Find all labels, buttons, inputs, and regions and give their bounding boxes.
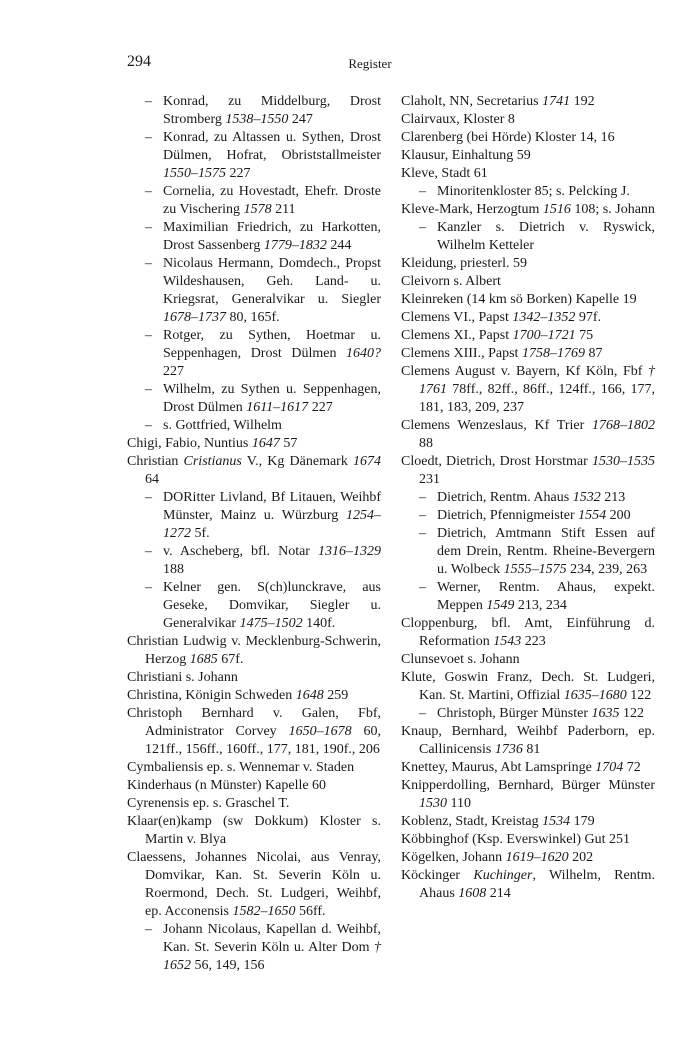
index-entry xyxy=(401,255,655,273)
index-entry xyxy=(127,417,381,435)
subentry-dash: – xyxy=(419,490,426,505)
index-entry xyxy=(127,759,381,777)
entry-pages: 97f. xyxy=(578,310,602,325)
entry-text: Cloppenburg, bfl. Amt, Einführung d. Reformation xyxy=(401,616,655,649)
entry-text: Cymbaliensis ep. s. Wennemar v. Staden xyxy=(127,760,355,775)
entry-dates: 1578 xyxy=(243,202,272,217)
entry-text: Kögelken, Johann xyxy=(401,850,503,865)
entry-text: Kinderhaus (n Münster) Kapelle 60 xyxy=(127,778,327,793)
entry-dates: 1635 xyxy=(591,706,620,721)
entry-pages: 188 xyxy=(163,562,184,577)
entry-pages: 122 xyxy=(623,706,645,721)
entry-pages: 223 xyxy=(524,634,546,649)
entry-text: Klute, Goswin Franz, Dech. St. Ludgeri, Kan. St. Martini, Offizial xyxy=(401,670,655,703)
entry-text: Wilhelm, zu Sythen u. Seppenhagen, Drost Dülmen xyxy=(163,382,381,415)
entry-dates: 1678–1737 xyxy=(163,310,226,325)
index-entry xyxy=(401,129,655,147)
subentry-dash: – xyxy=(419,184,426,199)
entry-text: Christoph, Bürger Münster xyxy=(437,706,589,721)
index-entry xyxy=(127,543,381,579)
entry-dates: 1254–1272 xyxy=(163,508,381,541)
entry-text: Claessens, Johannes Nicolai, aus Venray, Domvikar, Kan. St. Severin Köln u. Roermond, Dech. St. Ludgeri, Weihbf, ep. Acconensis xyxy=(127,850,381,919)
entry-dates: 1647 xyxy=(251,436,280,451)
entry-pages: 78ff., 82ff., 86ff., 124ff., 166, 177, 181, 183, 209, 237 xyxy=(419,382,656,415)
index-entry xyxy=(127,777,381,795)
entry-dates: 1316–1329 xyxy=(318,544,382,559)
entry-text: Clemens XIII., Papst xyxy=(401,346,519,361)
subentry-dash: – xyxy=(145,922,152,937)
entry-text: Knaup, Bernhard, Weihbf Paderborn, ep. Callinicensis xyxy=(401,724,655,757)
entry-text: Knettey, Maurus, Abt Lamspringe xyxy=(401,760,592,775)
subentry-dash: – xyxy=(145,490,152,505)
subentry-dash: – xyxy=(145,130,152,145)
index-entry xyxy=(401,345,655,363)
entry-dates: 1700–1721 xyxy=(512,328,576,343)
entry-dates: 1685 xyxy=(189,652,218,667)
index-entry xyxy=(401,453,655,489)
subentry-dash: – xyxy=(145,94,152,109)
index-entry xyxy=(401,201,655,219)
entry-text: Christiani s. Johann xyxy=(127,670,238,685)
entry-pages: 231 xyxy=(419,472,440,487)
index-entry xyxy=(401,579,655,615)
entry-text-after: V., Kg Dänemark xyxy=(246,454,348,469)
index-entry xyxy=(401,273,655,291)
index-entry xyxy=(401,831,655,849)
index-entry xyxy=(401,813,655,831)
entry-pages: 67f. xyxy=(221,652,244,667)
entry-text: Koblenz, Stadt, Kreistag xyxy=(401,814,539,829)
subentry-dash: – xyxy=(419,508,426,523)
entry-dates: 1534 xyxy=(542,814,571,829)
index-entry xyxy=(401,669,655,705)
entry-text: Kelner gen. S(ch)lunckrave, aus Geseke, Domvikar, Siegler u. Generalvikar xyxy=(163,580,381,631)
entry-text: Köbbinghof (Ksp. Everswinkel) Gut 251 xyxy=(401,832,631,847)
index-entry xyxy=(401,759,655,777)
entry-text: Cornelia, zu Hovestadt, Ehefr. Droste zu Vischering xyxy=(163,184,381,217)
entry-text: Clemens XI., Papst xyxy=(401,328,510,343)
entry-text: v. Ascheberg, bfl. Notar xyxy=(163,544,310,559)
entry-dates: 1640? xyxy=(346,346,381,361)
index-entry xyxy=(401,363,655,417)
index-column-left xyxy=(127,93,381,975)
index-entry xyxy=(401,705,655,723)
index-entry xyxy=(127,183,381,219)
entry-dates: 1741 xyxy=(542,94,571,109)
index-entry xyxy=(127,489,381,543)
index-entry xyxy=(401,219,655,255)
entry-pages: 60, 121ff., 156ff., 160ff., 177, 181, 190f., 206 xyxy=(145,724,382,757)
entry-dates: 1475–1502 xyxy=(239,616,303,631)
entry-pages: 80, 165f. xyxy=(229,310,280,325)
entry-text: Köckinger xyxy=(401,868,461,883)
entry-text: Clunsevoet s. Johann xyxy=(401,652,520,667)
index-entry xyxy=(401,651,655,669)
entry-pages: 122 xyxy=(630,688,652,703)
entry-pages: 192 xyxy=(573,94,595,109)
entry-text: Rotger, zu Sythen, Hoetmar u. Seppenhagen, Drost Dülmen xyxy=(163,328,381,361)
index-entry xyxy=(401,93,655,111)
index-entry xyxy=(401,507,655,525)
entry-dates: 1555–1575 xyxy=(503,562,567,577)
entry-text: DORitter Livland, Bf Litauen, Weihbf Münster, Mainz u. Würzburg xyxy=(163,490,381,523)
entry-text: Maximilian Friedrich, zu Harkotten, Drost Sassenberg xyxy=(163,220,381,253)
entry-pages: 227 xyxy=(229,166,251,181)
entry-dates: 1611–1617 xyxy=(246,400,309,415)
entry-dates: 1608 xyxy=(458,886,487,901)
entry-pages: 213 xyxy=(604,490,626,505)
entry-pages: 213, 234 xyxy=(517,598,567,613)
entry-pages: 75 xyxy=(579,328,594,343)
entry-text: Konrad, zu Altassen u. Sythen, Drost Dülmen, Hofrat, Obriststallmeister xyxy=(163,130,381,163)
subentry-dash: – xyxy=(419,526,426,541)
entry-pages: 214 xyxy=(489,886,511,901)
entry-text: Kleve-Mark, Herzogtum xyxy=(401,202,540,217)
subentry-dash: – xyxy=(145,418,152,433)
entry-dates: 1704 xyxy=(595,760,624,775)
entry-text: Clemens VI., Papst xyxy=(401,310,509,325)
index-entry xyxy=(401,417,655,453)
entry-italic-name: Cristianus xyxy=(183,454,242,469)
entry-text: Kanzler s. Dietrich v. Ryswick, Wilhelm Ketteler xyxy=(437,220,655,253)
entry-dates: 1554 xyxy=(578,508,607,523)
entry-text: Knipperdolling, Bernhard, Bürger Münster xyxy=(401,778,655,793)
index-entry xyxy=(401,867,655,903)
entry-dates: † 1652 xyxy=(163,940,382,973)
entry-dates: 1530–1535 xyxy=(592,454,655,469)
entry-pages: 56ff. xyxy=(298,904,326,919)
entry-pages: 179 xyxy=(573,814,595,829)
entry-dates: 1648 xyxy=(295,688,324,703)
entry-text: Kleinreken (14 km sö Borken) Kapelle 19 xyxy=(401,292,637,307)
entry-dates: 1619–1620 xyxy=(505,850,569,865)
entry-dates: 1538–1550 xyxy=(225,112,289,127)
index-entry xyxy=(127,687,381,705)
entry-dates: 1736 xyxy=(494,742,523,757)
entry-dates: 1549 xyxy=(486,598,515,613)
entry-pages: 110 xyxy=(450,796,471,811)
entry-text: Clarenberg (bei Hörde) Kloster 14, 16 xyxy=(401,130,615,145)
entry-pages: 244 xyxy=(330,238,352,253)
index-entry xyxy=(401,849,655,867)
index-entry xyxy=(127,327,381,381)
entry-text-after: , Wilhelm, Rentm. Ahaus xyxy=(419,868,655,901)
entry-italic-name: Kuchinger xyxy=(473,868,533,883)
entry-dates: 1758–1769 xyxy=(521,346,585,361)
index-entry xyxy=(401,309,655,327)
entry-dates: 1650–1678 xyxy=(288,724,352,739)
subentry-dash: – xyxy=(145,256,152,271)
entry-text: Cyrenensis ep. s. Graschel T. xyxy=(127,796,290,811)
entry-pages: 5f. xyxy=(194,526,210,541)
index-entry xyxy=(401,327,655,345)
index-entry xyxy=(401,165,655,183)
entry-text: Konrad, zu Middelburg, Drost Stromberg xyxy=(163,94,381,127)
subentry-dash: – xyxy=(145,382,152,397)
index-entry xyxy=(127,381,381,417)
entry-pages: 247 xyxy=(291,112,313,127)
index-entry xyxy=(401,777,655,813)
entry-dates: 1530 xyxy=(419,796,447,811)
index-entry xyxy=(127,813,381,849)
subentry-dash: – xyxy=(419,580,426,595)
index-entry xyxy=(401,183,655,201)
entry-text: Claholt, NN, Secretarius xyxy=(401,94,539,109)
index-entry xyxy=(127,435,381,453)
entry-text: Klausur, Einhaltung 59 xyxy=(401,148,531,163)
entry-dates: 1550–1575 xyxy=(163,166,226,181)
entry-dates: 1582–1650 xyxy=(232,904,296,919)
entry-pages: 72 xyxy=(626,760,641,775)
index-entry xyxy=(401,291,655,309)
index-entry xyxy=(127,795,381,813)
entry-pages: 56, 149, 156 xyxy=(194,958,265,973)
index-entry xyxy=(401,147,655,165)
entry-text: Werner, Rentm. Ahaus, expekt. Meppen xyxy=(437,580,655,613)
entry-text: Dietrich, Amtmann Stift Essen auf dem Drein, Rentm. Rheine-Bevergern u. Wolbeck xyxy=(437,526,655,577)
page-number: 294 xyxy=(127,53,151,70)
entry-pages: 200 xyxy=(609,508,631,523)
index-entry xyxy=(127,849,381,921)
entry-text: Klaar(en)kamp (sw Dokkum) Kloster s. Martin v. Blya xyxy=(127,814,381,847)
entry-text: Nicolaus Hermann, Domdech., Propst Wildeshausen, Geh. Land- u. Kriegsrat, Generalvikar u. Siegler xyxy=(163,256,381,307)
entry-dates: 1635–1680 xyxy=(563,688,627,703)
index-entry xyxy=(127,453,381,489)
entry-text: Cleivorn s. Albert xyxy=(401,274,501,289)
index-column-right xyxy=(401,93,655,903)
index-entry xyxy=(401,525,655,579)
subentry-dash: – xyxy=(145,328,152,343)
entry-dates: 1674 xyxy=(353,454,382,469)
entry-text: Chigi, Fabio, Nuntius xyxy=(127,436,249,451)
index-entry xyxy=(401,723,655,759)
entry-text: Minoritenkloster 85; s. Pelcking J. xyxy=(437,184,630,199)
index-entry xyxy=(127,669,381,687)
index-entry xyxy=(127,633,381,669)
entry-text: Christian xyxy=(127,454,179,469)
entry-pages: 88 xyxy=(419,436,433,451)
index-entry xyxy=(127,705,381,759)
entry-pages: 259 xyxy=(327,688,349,703)
entry-text: Christina, Königin Schweden xyxy=(127,688,293,703)
subentry-dash: – xyxy=(145,544,152,559)
entry-text: Christian Ludwig v. Mecklenburg-Schwerin, Herzog xyxy=(127,634,381,667)
entry-text: Johann Nicolaus, Kapellan d. Weihbf, Kan. St. Severin Köln u. Alter Dom xyxy=(163,922,381,955)
entry-dates: 1516 xyxy=(542,202,571,217)
entry-pages: 108; s. Johann xyxy=(574,202,655,217)
entry-text: s. Gottfried, Wilhelm xyxy=(163,418,282,433)
entry-pages: 202 xyxy=(572,850,594,865)
subentry-dash: – xyxy=(145,184,152,199)
entry-text: Clairvaux, Kloster 8 xyxy=(401,112,515,127)
entry-dates: 1768–1802 xyxy=(592,418,656,433)
index-entry xyxy=(127,219,381,255)
entry-pages: 227 xyxy=(311,400,333,415)
subentry-dash: – xyxy=(145,220,152,235)
index-entry xyxy=(127,255,381,327)
entry-text: Christoph Bernhard v. Galen, Fbf, Administrator Corvey xyxy=(127,706,381,739)
entry-pages: 87 xyxy=(588,346,603,361)
entry-text: Kleidung, priesterl. 59 xyxy=(401,256,527,271)
index-entry xyxy=(401,615,655,651)
entry-pages: 140f. xyxy=(306,616,336,631)
entry-text: Clemens August v. Bayern, Kf Köln, Fbf xyxy=(401,364,643,379)
index-entry xyxy=(127,579,381,633)
subentry-dash: – xyxy=(145,580,152,595)
entry-text: Dietrich, Rentm. Ahaus xyxy=(437,490,570,505)
entry-pages: 64 xyxy=(145,472,159,487)
entry-dates: 1532 xyxy=(572,490,601,505)
entry-dates: 1342–1352 xyxy=(512,310,576,325)
entry-pages: 234, 239, 263 xyxy=(570,562,648,577)
entry-dates: 1779–1832 xyxy=(263,238,327,253)
index-entry xyxy=(127,921,381,975)
index-entry xyxy=(401,111,655,129)
index-entry xyxy=(401,489,655,507)
index-entry xyxy=(127,129,381,183)
entry-pages: 211 xyxy=(275,202,296,217)
entry-pages: 81 xyxy=(526,742,541,757)
index-entry xyxy=(127,93,381,129)
entry-dates: † 1761 xyxy=(419,364,655,397)
subentry-dash: – xyxy=(419,220,426,235)
subentry-dash: – xyxy=(419,706,426,721)
entry-pages: 57 xyxy=(283,436,298,451)
running-head: Register xyxy=(348,56,392,71)
entry-pages: 227 xyxy=(163,364,184,379)
entry-dates: 1543 xyxy=(493,634,522,649)
entry-text: Kleve, Stadt 61 xyxy=(401,166,488,181)
entry-text: Dietrich, Pfennigmeister xyxy=(437,508,575,523)
entry-text: Cloedt, Dietrich, Drost Horstmar xyxy=(401,454,588,469)
entry-text: Clemens Wenzeslaus, Kf Trier xyxy=(401,418,585,433)
